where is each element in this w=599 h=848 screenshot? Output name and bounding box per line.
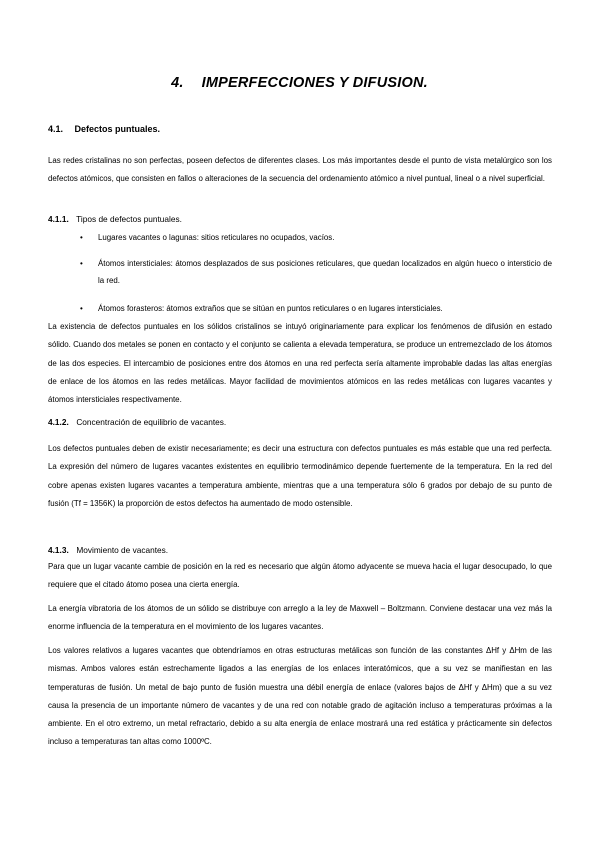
list-item-text: Átomos forasteros: átomos extraños que se sitúan en puntos reticulares o en lugares intersticiales. bbox=[98, 304, 443, 313]
paragraph-movimiento: Para que un lugar vacante cambie de posición en la red es necesario que algún átomo adyacente se mueva hacia el lugar desocupado, lo que requiere que el citado átomo posea una cierta energía. bbox=[48, 562, 552, 590]
list-item bbox=[48, 229, 552, 246]
subsection-number: 4.1.1. bbox=[48, 214, 69, 224]
subsection-heading-4-1-2 bbox=[48, 417, 226, 427]
section-heading-4-1 bbox=[48, 124, 160, 134]
paragraph-intro: Las redes cristalinas no son perfectas, poseen defectos de diferentes clases. Los más importantes desde el punto de vista metalúrgico son los defectos atómicos, que consisten en fallos o alteraciones de la secuencia del ordenamiento atómico a nivel puntual, lineal o a nivel superficial. bbox=[48, 156, 552, 184]
list-item bbox=[48, 255, 552, 289]
subsection-heading-text: Concentración de equilibrio de vacantes. bbox=[76, 417, 227, 427]
chapter-title-text: IMPERFECCIONES Y DIFUSION. bbox=[201, 75, 428, 91]
list-item bbox=[48, 300, 552, 317]
bullet-icon: • bbox=[80, 259, 83, 268]
chapter-title bbox=[0, 75, 599, 91]
paragraph-concentracion: Los defectos puntuales deben de existir necesariamente; es decir una estructura con defectos puntuales es más estable que una red perfecta. La expresión del número de lugares vacantes existentes en equilibrio termodinámico depende fuertemente de la temperatura. En la red del cobre apenas existen lugares vacantes a temperatura ambiente, mientras que a una temperatura sólo 6 grados por debajo de su punto de fusión (Tf = 1356K) la proporción de estos defectos ha aumentado de modo ostensible. bbox=[48, 444, 552, 508]
paragraph-existencia: La existencia de defectos puntuales en los sólidos cristalinos se intuyó originariamente para explicar los fenómenos de difusión en estado sólido. Cuando dos metales se ponen en contacto y el conjunto se calienta a elevada temperatura, se produce un entremezclado de los átomos de las dos especies. El intercambio de posiciones entre dos átomos en una red perfecta sería altamente improbable dadas las altas energías de enlace de los átomos en las redes metálicas. Mayor facilidad de movimientos atómicos en las redes metálicas con lugares vacantes y átomos intersticiales respectivamente. bbox=[48, 322, 552, 405]
paragraph-valores: Los valores relativos a lugares vacantes que obtendríamos en otras estructuras metálicas son función de las constantes ΔHf y ΔHm de las mismas. Ambos valores están estrechamente ligados a las energías de los enlaces interatómicos, que a su vez se manifiestan en las temperaturas de fusión. Un metal de bajo punto de fusión muestra una débil energía de enlace (valores bajos de ΔHf y ΔHm) que a su vez causa la presencia de un importante número de vacantes y de una red con notable grado de agitación incluso a temperaturas próximas a la ambiente. En el otro extremo, un metal refractario, debido a su alta energía de enlace mostrará una red estática y prácticamente sin defectos incluso a temperaturas tan altas como 1000ºC. bbox=[48, 646, 552, 747]
subsection-heading-4-1-1 bbox=[48, 214, 182, 224]
chapter-number: 4. bbox=[171, 75, 184, 91]
bullet-icon: • bbox=[80, 233, 83, 242]
subsection-heading-text: Movimiento de vacantes. bbox=[76, 545, 169, 555]
list-item-text: Átomos intersticiales: átomos desplazados de sus posiciones reticulares, que quedan localizados en algún hueco o intersticio de la red. bbox=[98, 259, 552, 285]
list-item-text: Lugares vacantes o lagunas: sitios reticulares no ocupados, vacíos. bbox=[98, 233, 335, 242]
section-number: 4.1. bbox=[48, 124, 64, 134]
section-heading-text: Defectos puntuales. bbox=[74, 124, 161, 134]
subsection-number: 4.1.2. bbox=[48, 417, 69, 427]
subsection-heading-text: Tipos de defectos puntuales. bbox=[76, 214, 182, 224]
bullet-icon: • bbox=[80, 304, 83, 313]
paragraph-energia: La energía vibratoria de los átomos de un sólido se distribuye con arreglo a la ley de Maxwell – Boltzmann. Conviene destacar una vez más la enorme influencia de la temperatura en el movimiento de los lugares vacantes. bbox=[48, 604, 552, 632]
subsection-number: 4.1.3. bbox=[48, 545, 69, 555]
defect-types-list bbox=[48, 229, 552, 317]
subsection-heading-4-1-3 bbox=[48, 545, 168, 555]
